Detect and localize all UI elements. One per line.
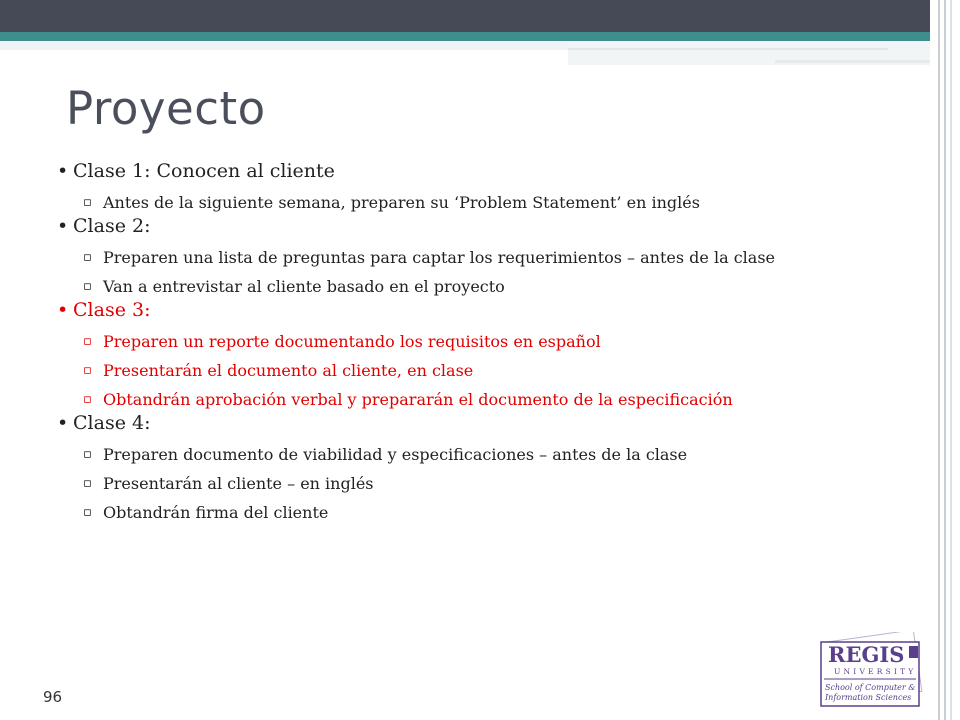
regis-university-logo (816, 632, 934, 710)
section-heading (55, 213, 905, 239)
logo-mark (821, 632, 922, 706)
sub-bullet-icon: ▫ (83, 505, 92, 520)
sub-bullet-icon: ▫ (83, 363, 92, 378)
svg-text:School of Computer &: School of Computer & (825, 683, 916, 692)
sub-item-text: Presentarán al cliente – en inglés (103, 474, 374, 493)
section-clase-3 (55, 297, 905, 410)
bullet-icon: • (57, 299, 69, 321)
header-bar (0, 0, 960, 32)
sub-item (55, 444, 905, 465)
section-heading-text: Clase 1: Conocen al cliente (73, 160, 335, 182)
frame-line (938, 0, 940, 720)
sub-bullet-icon: ▫ (83, 250, 92, 265)
sub-item-text: Van a entrevistar al cliente basado en el proyecto (103, 277, 505, 296)
bullet-icon: • (57, 412, 69, 434)
svg-text:REGIS: REGIS (828, 642, 905, 667)
section-clase-2 (55, 213, 905, 297)
sub-item (55, 360, 905, 381)
sub-item (55, 247, 905, 268)
bullet-icon: • (57, 160, 69, 182)
section-heading-text: Clase 4: (73, 412, 151, 434)
header-decoration-line (775, 60, 930, 63)
section-heading (55, 158, 905, 184)
sub-item-text: Antes de la siguiente semana, preparen su ‘Problem Statement’ en inglés (103, 193, 700, 212)
sub-item (55, 331, 905, 352)
sub-item (55, 389, 905, 410)
slide-title: Proyecto (66, 82, 266, 135)
sub-bullet-icon: ▫ (83, 334, 92, 349)
svg-text:Information Sciences: Information Sciences (825, 693, 912, 702)
frame-line (944, 0, 946, 720)
sub-bullet-icon: ▫ (83, 279, 92, 294)
header-accent-bar (0, 32, 930, 41)
bullet-icon: • (57, 215, 69, 237)
right-frame (930, 0, 960, 720)
header-decoration-line (568, 48, 888, 50)
page-number: 96 (43, 688, 63, 706)
sub-bullet-icon: ▫ (83, 392, 92, 407)
svg-text:UNIVERSITY: UNIVERSITY (834, 667, 917, 676)
section-clase-1 (55, 158, 905, 213)
sub-item-text: Preparen un reporte documentando los requisitos en español (103, 332, 601, 351)
sub-item-text: Obtandrán aprobación verbal y prepararán el documento de la especificación (103, 390, 733, 409)
sub-bullet-icon: ▫ (83, 476, 92, 491)
section-heading-text: Clase 3: (73, 299, 151, 321)
section-heading (55, 410, 905, 436)
sub-item-text: Obtandrán firma del cliente (103, 503, 329, 522)
sub-item (55, 276, 905, 297)
section-clase-4 (55, 410, 905, 523)
slide-content (55, 158, 905, 523)
sub-item (55, 473, 905, 494)
sub-item-text: Preparen una lista de preguntas para captar los requerimientos – antes de la clase (103, 248, 776, 267)
section-heading (55, 297, 905, 323)
sub-bullet-icon: ▫ (83, 447, 92, 462)
sub-item (55, 192, 905, 213)
sub-item-text: Presentarán el documento al cliente, en clase (103, 361, 474, 380)
sub-bullet-icon: ▫ (83, 195, 92, 210)
sub-item-text: Preparen documento de viabilidad y especificaciones – antes de la clase (103, 445, 688, 464)
sub-item (55, 502, 905, 523)
section-heading-text: Clase 2: (73, 215, 151, 237)
frame-line (950, 0, 952, 720)
